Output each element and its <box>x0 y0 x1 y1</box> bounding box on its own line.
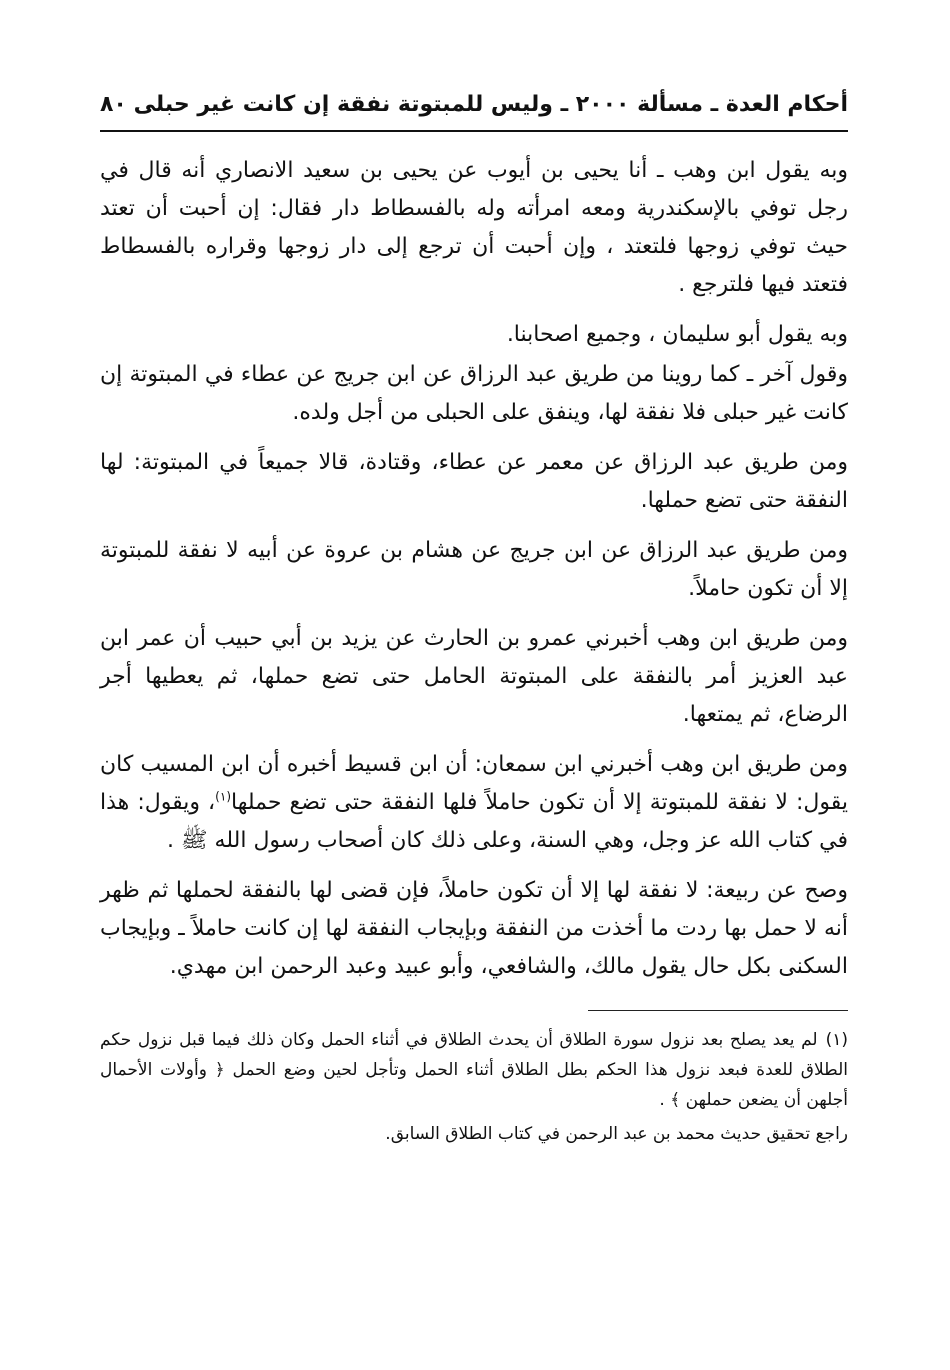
paragraph: وصح عن ربيعة: لا نفقة لها إلا أن تكون حاملاً، فإن قضى لها بالنفقة لحملها ثم ظهر أنه لا حمل بها ردت ما أخذت من النفقة وبإيجاب النفقة لها إن كانت حاملاً ـ وبإيجاب السكنى بكل حال يقول مالك، والشافعي، وأبو عبيد وعبد الرحمن ابن مهدي. <box>100 878 848 979</box>
paragraph: ومن طريق ابن وهب أخبرني عمرو بن الحارث عن يزيد بن أبي حبيب أن عمر ابن عبد العزيز أمر بالنفقة على المبتوتة الحامل حتى تضع حملها، ثم يعطيها أجر الرضاع، ثم يمتعها. <box>100 626 848 727</box>
footnote-text: لم يعد يصلح بعد نزول سورة الطلاق أن يحدث الطلاق في أثناء الحمل وكان ذلك فيما قبل نزول حكم الطلاق للعدة فبعد نزول هذا الحكم بطل الطلاق أثناء الحمل وتأجل لحين وضع الحمل ﴿ وأولات الأحمال أجلهن أن يضعن حملهن ﴾ . <box>100 1030 848 1110</box>
footnote-reference[interactable]: (١) <box>215 789 231 804</box>
footnote-note: راجع تحقيق حديث محمد بن عبد الرحمن في كتاب الطلاق السابق. <box>385 1124 848 1144</box>
paragraph: وقول آخر ـ كما روينا من طريق عبد الرزاق عن ابن جريج عن عطاء في المبتوتة إن كانت غير حبلى فلا نفقة لها، وينفق على الحبلى من أجل ولده. <box>100 362 848 425</box>
paragraph: وبه يقول ابن وهب ـ أنا يحيى بن أيوب عن يحيى بن سعيد الانصاري أنه قال في رجل توفي بالإسكندرية ومعه امرأته وله بالفسطاط دار فقال: إن أحبت أن تعتد حيث توفي زوجها فلتعتد ، وإن أحبت أن ترجع إلى دار زوجها وقراره بالفسطاط فتعتد فيها فلترجع . <box>100 158 848 297</box>
page-number: ٨٠ <box>100 92 127 117</box>
footnote-divider <box>588 1010 848 1011</box>
paragraph: وبه يقول أبو سليمان ، وجميع اصحابنا. <box>506 322 848 347</box>
running-header-title: أحكام العدة ـ مسألة ٢٠٠٠ ـ وليس للمبتوتة نفقة إن كانت غير حبلى <box>133 92 848 117</box>
paragraph: ومن طريق عبد الرزاق عن معمر عن عطاء، وقتادة، قالا جميعاً في المبتوتة: لها النفقة حتى تضع حملها. <box>100 450 848 513</box>
running-header <box>100 80 848 132</box>
book-page <box>100 80 848 1350</box>
paragraph-text: ومن طريق ابن وهب أخبرني ابن سمعان: أن ابن قسيط أخبره أن ابن المسيب كان يقول: لا نفقة للمبتوتة إلا أن تكون حاملاً فلها النفقة حتى تضع حملها <box>100 752 848 815</box>
footnote-marker: (١) <box>825 1030 848 1050</box>
paragraph-with-footnote <box>100 746 848 860</box>
paragraph: ومن طريق عبد الرزاق عن ابن جريج عن هشام بن عروة عن أبيه لا نفقة للمبتوتة إلا أن تكون حاملاً. <box>100 538 848 601</box>
footnote <box>100 1025 848 1115</box>
paragraph-text: ، ويقول: هذا في كتاب الله عز وجل، وهي السنة، وعلى ذلك كان أصحاب رسول الله ﷺ . <box>100 790 848 853</box>
footnotes <box>100 1025 848 1149</box>
page-body <box>100 132 848 986</box>
